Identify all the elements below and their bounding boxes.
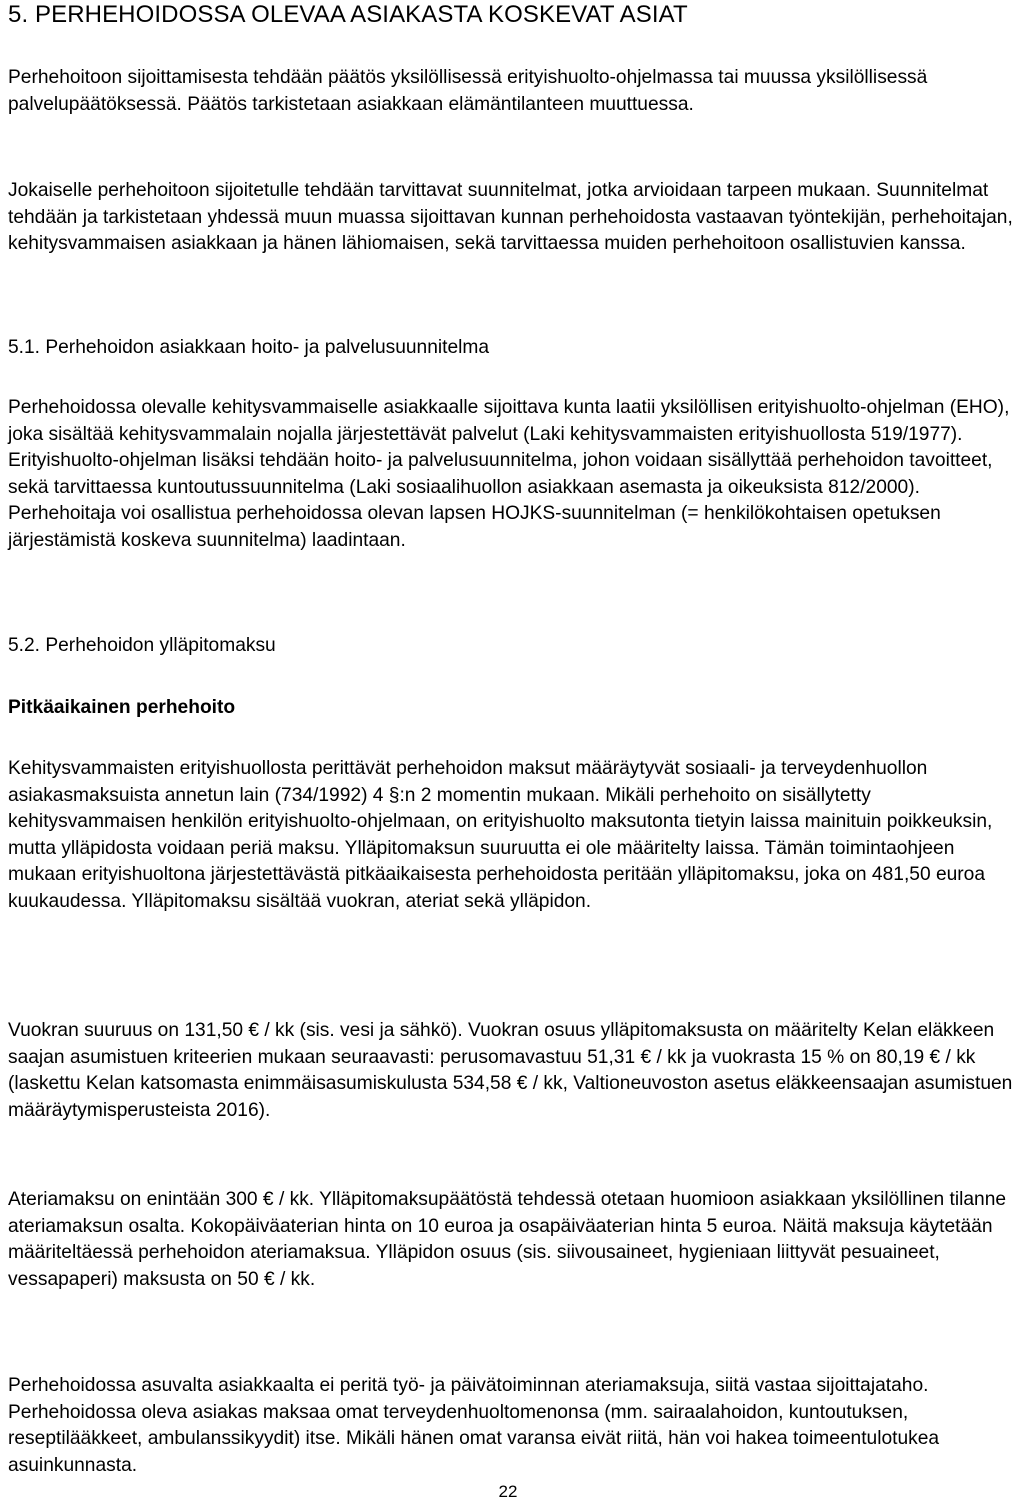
paragraph-meal-fee: Ateriamaksu on enintään 300 € / kk. Ylläpitomaksupäätöstä tehdessä otetaan huomioon asiakkaan yksilöllinen tilanne ateriamaksun osalta. Kokopäiväaterian hinta on 10 euroa ja osapäiväaterian hinta 5 euroa. Näitä maksuja käytetään määriteltäessä perhehoidon ateriamaksua. Ylläpidon osuus (sis. siivousaineet, hygieniaan liittyvät pesuaineet, vessapaperi) maksusta on 50 € / kk. <box>8 1189 1007 1290</box>
subsection-heading-5-2: 5.2. Perhehoidon ylläpitomaksu <box>8 635 276 656</box>
paragraph-plans: Jokaiselle perhehoitoon sijoitetulle tehdään tarvittavat suunnitelmat, jotka arvioidaan tarpeen mukaan. Suunnitelmat tehdään ja tarkistetaan yhdessä muun muassa sijoittavan kunnan perhehoidosta vastaavan työntekijän, perhehoitajan, kehitysvammaisen asiakkaan ja hänen lähiomaisen, sekä tarvittaessa muiden perhehoitoon osallistuvien kanssa. <box>8 180 1013 255</box>
paragraph-rent: Vuokran suuruus on 131,50 € / kk (sis. vesi ja sähkö). Vuokran osuus ylläpitomaksusta on määritelty Kelan eläkkeen saajan asumistuen kriteerien mukaan seuraavasti: perusomavastuu 51,31 € / kk ja vuokrasta 15 % on 80,19 € / kk (laskettu Kelan katsomasta enimmäisasumiskulusta 534,58 € / kk, Valtioneuvoston asetus eläkkeensaajan asumistuen määräytymisperusteista 2016). <box>8 1020 1013 1121</box>
paragraph-other-costs: Perhehoidossa asuvalta asiakkaalta ei peritä työ- ja päivätoiminnan ateriamaksuja, siitä vastaa sijoittajataho. Perhehoidossa oleva asiakas maksaa omat terveydenhuoltomenonsa (mm. sairaalahoidon, kuntoutuksen, reseptilääkkeet, ambulanssikyydit) itse. Mikäli hänen omat varansa eivät riitä, hän voi hakea toimeentulotukea asuinkunnasta. <box>8 1375 940 1476</box>
page-number: 22 <box>498 1482 518 1501</box>
subsection-heading-5-1: 5.1. Perhehoidon asiakkaan hoito- ja palvelusuunnitelma <box>8 337 490 358</box>
paragraph-service-plan: Perhehoidossa olevalle kehitysvammaiselle asiakkaalle sijoittava kunta laatii yksilöllisen erityishuolto-ohjelman (EHO), joka sisältää kehitysvammalain nojalla järjestettävät palvelut (Laki kehitysvammaisten erityishuollosta 519/1977). Erityishuolto-ohjelman lisäksi tehdään hoito- ja palvelusuunnitelma, johon voidaan sisällyttää perhehoidon tavoitteet, sekä tarvittaessa kuntoutussuunnitelma (Laki sosiaalihuollon asiakkaan asemasta ja oikeuksista 812/2000). Perhehoitaja voi osallistua perhehoidossa olevan lapsen HOJKS-suunnitelman (= henkilökohtaisen opetuksen järjestämistä koskeva suunnitelma) laadintaan. <box>8 397 1010 551</box>
bold-heading-long-term-care: Pitkäaikainen perhehoito <box>8 697 236 718</box>
section-heading: 5. PERHEHOIDOSSA OLEVAA ASIAKASTA KOSKEVAT ASIAT <box>8 1 688 28</box>
paragraph-maintenance-fee: Kehitysvammaisten erityishuollosta perittävät perhehoidon maksut määräytyvät sosiaali- ja terveydenhuollon asiakasmaksuista annetun lain (734/1992) 4 §:n 2 momentin mukaan. Mikäli perhehoito on sisällytetty kehitysvammaisen henkilön erityishuolto-ohjelmaan, on erityishuolto maksutonta tietyin laissa mainituin poikkeuksin, mutta ylläpidosta voidaan periä maksu. Ylläpitomaksun suuruutta ei ole määritelty laissa. Tämän toimintaohjeen mukaan erityishuoltona järjestettävästä pitkäaikaisesta perhehoidosta peritään ylläpitomaksu, joka on 481,50 euroa kuukaudessa. Ylläpitomaksu sisältää vuokran, ateriat sekä ylläpidon. <box>8 758 993 912</box>
paragraph-placement-decision: Perhehoitoon sijoittamisesta tehdään päätös yksilöllisessä erityishuolto-ohjelmassa tai muussa yksilöllisessä palvelupäätöksessä. Päätös tarkistetaan asiakkaan elämäntilanteen muuttuessa. <box>8 67 928 115</box>
